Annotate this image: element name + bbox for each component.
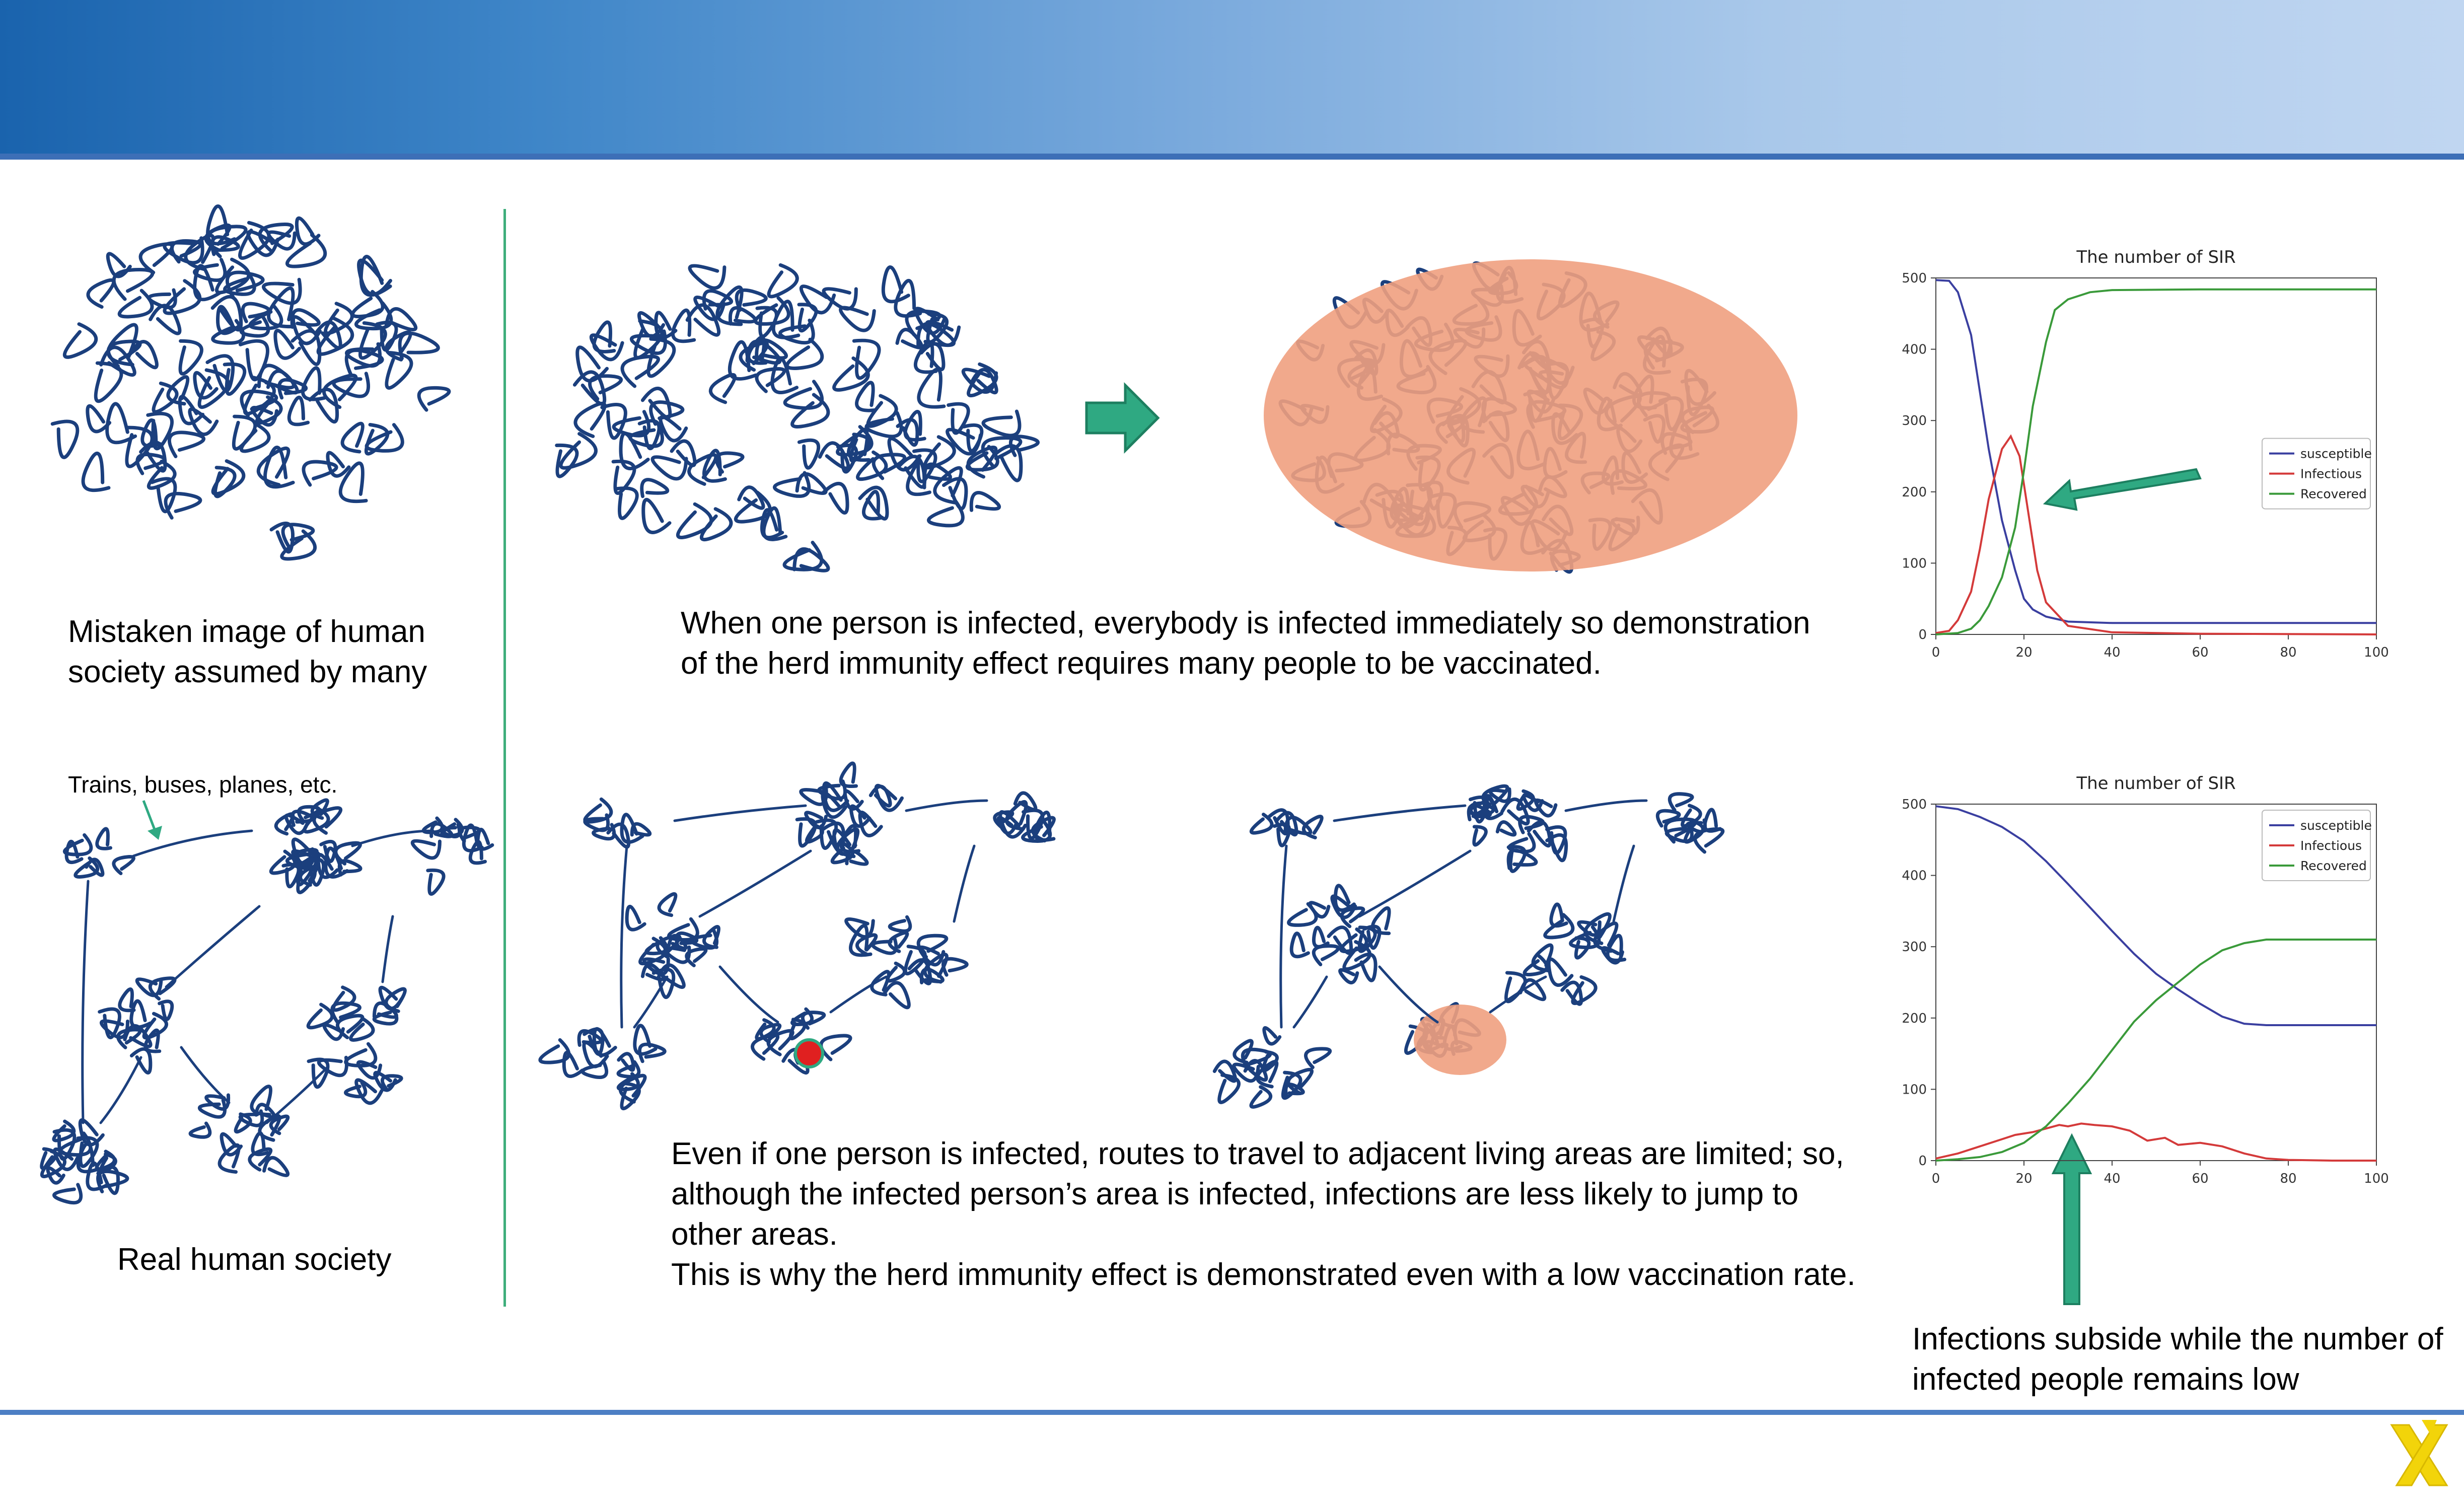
person-doodle: [304, 462, 336, 485]
person-doodle: [96, 363, 121, 401]
person-doodle: [1251, 1087, 1271, 1107]
top-caption: [681, 603, 1810, 684]
person-doodle: [1251, 815, 1272, 833]
person-doodle: [643, 499, 670, 532]
person-doodle: [884, 983, 909, 1008]
person-doodle: [1264, 1028, 1280, 1044]
person-doodle: [342, 423, 363, 452]
person-doodle: [659, 894, 676, 915]
x-tick-label: 100: [2364, 645, 2389, 660]
person-doodle: [919, 369, 944, 407]
person-doodle: [1314, 946, 1338, 965]
travel-route: [1490, 977, 1546, 1012]
x-tick-label: 60: [2192, 645, 2209, 660]
person-doodle: [107, 404, 135, 443]
person-doodle: [83, 453, 109, 490]
subside-caption: [1912, 1319, 2443, 1400]
caption-line: Real human society: [117, 1242, 392, 1277]
y-tick-label: 400: [1902, 868, 1927, 884]
person-doodle: [583, 1061, 607, 1078]
travel-route: [700, 851, 811, 916]
series-line-infectious: [1936, 1123, 2376, 1161]
person-doodle: [757, 369, 784, 392]
bottom-caption: [671, 1134, 1856, 1295]
person-doodle: [64, 324, 96, 357]
person-doodle: [1341, 929, 1367, 952]
person-doodle: [289, 397, 308, 424]
person-doodle: [661, 417, 686, 441]
caption-line: infected people remains low: [1912, 1362, 2299, 1397]
person-doodle: [949, 404, 969, 433]
person-doodle: [293, 331, 320, 364]
person-doodle: [131, 1001, 150, 1027]
caption-line: of the herd immunity effect requires many people to be vaccinated.: [681, 646, 1602, 681]
y-tick-label: 500: [1902, 797, 1927, 812]
person-doodle: [772, 359, 797, 393]
travel-route: [621, 846, 627, 1027]
person-doodle: [1356, 954, 1375, 980]
y-tick-label: 100: [1902, 556, 1927, 571]
person-doodle: [180, 341, 201, 374]
travel-route: [720, 967, 778, 1022]
transport-text: Trains, buses, planes, etc.: [68, 771, 338, 798]
person-doodle: [1306, 1049, 1330, 1067]
travel-route: [181, 1047, 229, 1103]
person-doodle: [857, 383, 876, 411]
person-doodle: [1670, 794, 1692, 810]
caption-line: Mistaken image of human: [68, 614, 425, 649]
x-tick-label: 60: [2192, 1171, 2209, 1186]
person-doodle: [642, 480, 668, 496]
sir-chart-dense: [1883, 242, 2391, 685]
y-tick-label: 200: [1902, 1011, 1927, 1026]
travel-route: [267, 1067, 327, 1123]
travel-route: [1359, 851, 1470, 916]
y-tick-label: 400: [1902, 342, 1927, 357]
person-doodle: [97, 829, 111, 848]
person-doodle: [234, 416, 255, 449]
travel-route: [954, 846, 974, 921]
person-doodle: [1291, 934, 1308, 957]
person-doodle: [271, 851, 295, 873]
x-tick-label: 80: [2280, 1171, 2297, 1186]
sir-chart-clustered: [1883, 768, 2391, 1211]
legend-label: Infectious: [2300, 838, 2362, 853]
travel-route: [101, 1057, 141, 1123]
person-doodle: [119, 291, 152, 317]
travel-route: [133, 831, 252, 856]
person-doodle: [258, 448, 288, 485]
legend-label: Infectious: [2300, 466, 2362, 481]
person-doodle: [333, 987, 354, 1010]
person-doodle: [824, 483, 848, 513]
footer-rule: [0, 1410, 2464, 1415]
person-doodle: [1573, 977, 1596, 1003]
person-doodle: [561, 434, 596, 468]
person-doodle: [1340, 970, 1357, 982]
person-doodle: [971, 492, 999, 510]
person-doodle: [114, 856, 134, 873]
person-doodle: [575, 403, 605, 436]
person-doodle: [622, 356, 658, 386]
transport-pointer-line: [143, 801, 156, 833]
person-doodle: [259, 366, 294, 388]
x-tick-label: 20: [2015, 1171, 2033, 1186]
person-doodle: [890, 917, 910, 931]
chart-title: The number of SIR: [2076, 773, 2236, 794]
person-doodle: [769, 265, 797, 297]
x-tick-label: 0: [1931, 645, 1940, 660]
person-doodle: [478, 829, 492, 849]
person-doodle: [1497, 822, 1515, 835]
person-doodle: [428, 870, 444, 894]
person-doodle: [190, 1123, 210, 1137]
person-doodle: [983, 411, 1020, 436]
travel-route: [1281, 846, 1286, 1027]
chart-title: The number of SIR: [2076, 247, 2236, 267]
person-doodle: [821, 1036, 850, 1059]
person-doodle: [678, 504, 711, 537]
caption-line: Infections subside while the number of: [1912, 1322, 2443, 1356]
x-tick-label: 20: [2015, 645, 2033, 660]
legend-label: susceptible: [2300, 446, 2372, 461]
x-tick-label: 100: [2364, 1171, 2389, 1186]
x-tick-label: 80: [2280, 645, 2297, 660]
caption-line: This is why the herd immunity effect is demonstrated even with a low vaccination rate.: [671, 1257, 1856, 1292]
y-tick-label: 100: [1902, 1082, 1927, 1098]
person-doodle: [690, 266, 724, 288]
caption-line: When one person is infected, everybody is infected immediately so demonstration: [681, 606, 1810, 640]
person-doodle: [854, 340, 879, 378]
person-doodle: [730, 308, 755, 324]
legend-label: Recovered: [2300, 486, 2367, 502]
travel-route: [906, 801, 987, 811]
transport-label: [68, 770, 337, 799]
caption-line: society assumed by many: [68, 655, 427, 689]
infected-area-large: [1264, 259, 1797, 571]
y-tick-label: 300: [1902, 413, 1927, 429]
person-doodle: [1549, 959, 1572, 985]
person-doodle: [627, 906, 644, 929]
person-doodle: [834, 358, 868, 390]
person-doodle: [557, 445, 577, 476]
person-doodle: [264, 1158, 288, 1175]
person-doodle: [1310, 903, 1329, 917]
person-doodle: [799, 440, 818, 468]
y-tick-label: 500: [1902, 271, 1927, 286]
y-tick-label: 200: [1902, 484, 1927, 500]
caption-line: other areas.: [671, 1217, 838, 1252]
person-doodle: [419, 388, 449, 410]
y-tick-label: 0: [1918, 1154, 1927, 1169]
person-doodle: [653, 457, 686, 479]
caption-line: Even if one person is infected, routes to travel to adjacent living areas are limited; so,: [671, 1136, 1844, 1171]
person-doodle: [351, 1019, 374, 1040]
person-doodle: [263, 279, 300, 303]
travel-route: [1334, 806, 1465, 821]
person-doodle: [797, 474, 826, 493]
person-doodle: [928, 502, 963, 526]
person-doodle: [54, 1185, 81, 1203]
legend-label: Recovered: [2300, 858, 2367, 873]
mistaken-image-caption: [68, 612, 427, 692]
company-logo: [2386, 1420, 2452, 1490]
person-doodle: [340, 463, 366, 502]
y-tick-label: 300: [1902, 940, 1927, 955]
person-doodle: [220, 1145, 239, 1172]
travel-route: [1566, 801, 1646, 811]
transition-arrow-icon: [1086, 385, 1158, 451]
travel-route: [1294, 977, 1327, 1027]
person-doodle: [1474, 827, 1486, 845]
legend-label: susceptible: [2300, 818, 2372, 833]
person-doodle: [88, 280, 114, 307]
travel-route: [675, 806, 806, 821]
travel-route: [166, 906, 259, 987]
person-doodle: [169, 433, 203, 457]
caption-line: although the infected person’s area is infected, infections are less likely to jump to: [671, 1177, 1799, 1211]
travel-route: [1614, 846, 1634, 921]
person-doodle: [1502, 799, 1529, 824]
person-doodle: [841, 308, 875, 330]
person-doodle: [635, 1026, 656, 1054]
person-doodle: [1579, 922, 1600, 935]
person-doodle: [710, 375, 735, 402]
y-tick-label: 0: [1918, 627, 1927, 642]
travel-route: [634, 977, 667, 1027]
person-doodle: [1506, 973, 1525, 1001]
travel-route: [383, 916, 393, 982]
infected-person-dot: [795, 1040, 823, 1067]
person-doodle: [1314, 927, 1328, 947]
person-doodle: [617, 488, 637, 519]
person-doodle: [297, 218, 319, 244]
x-tick-label: 40: [2104, 1171, 2121, 1186]
person-doodle: [412, 841, 440, 858]
real-society-caption: [117, 1240, 392, 1280]
travel-route: [83, 881, 88, 1123]
x-tick-label: 40: [2104, 645, 2121, 660]
person-doodle: [888, 963, 905, 981]
x-tick-label: 0: [1931, 1171, 1940, 1186]
travel-route: [352, 831, 433, 846]
person-doodle: [52, 421, 78, 457]
